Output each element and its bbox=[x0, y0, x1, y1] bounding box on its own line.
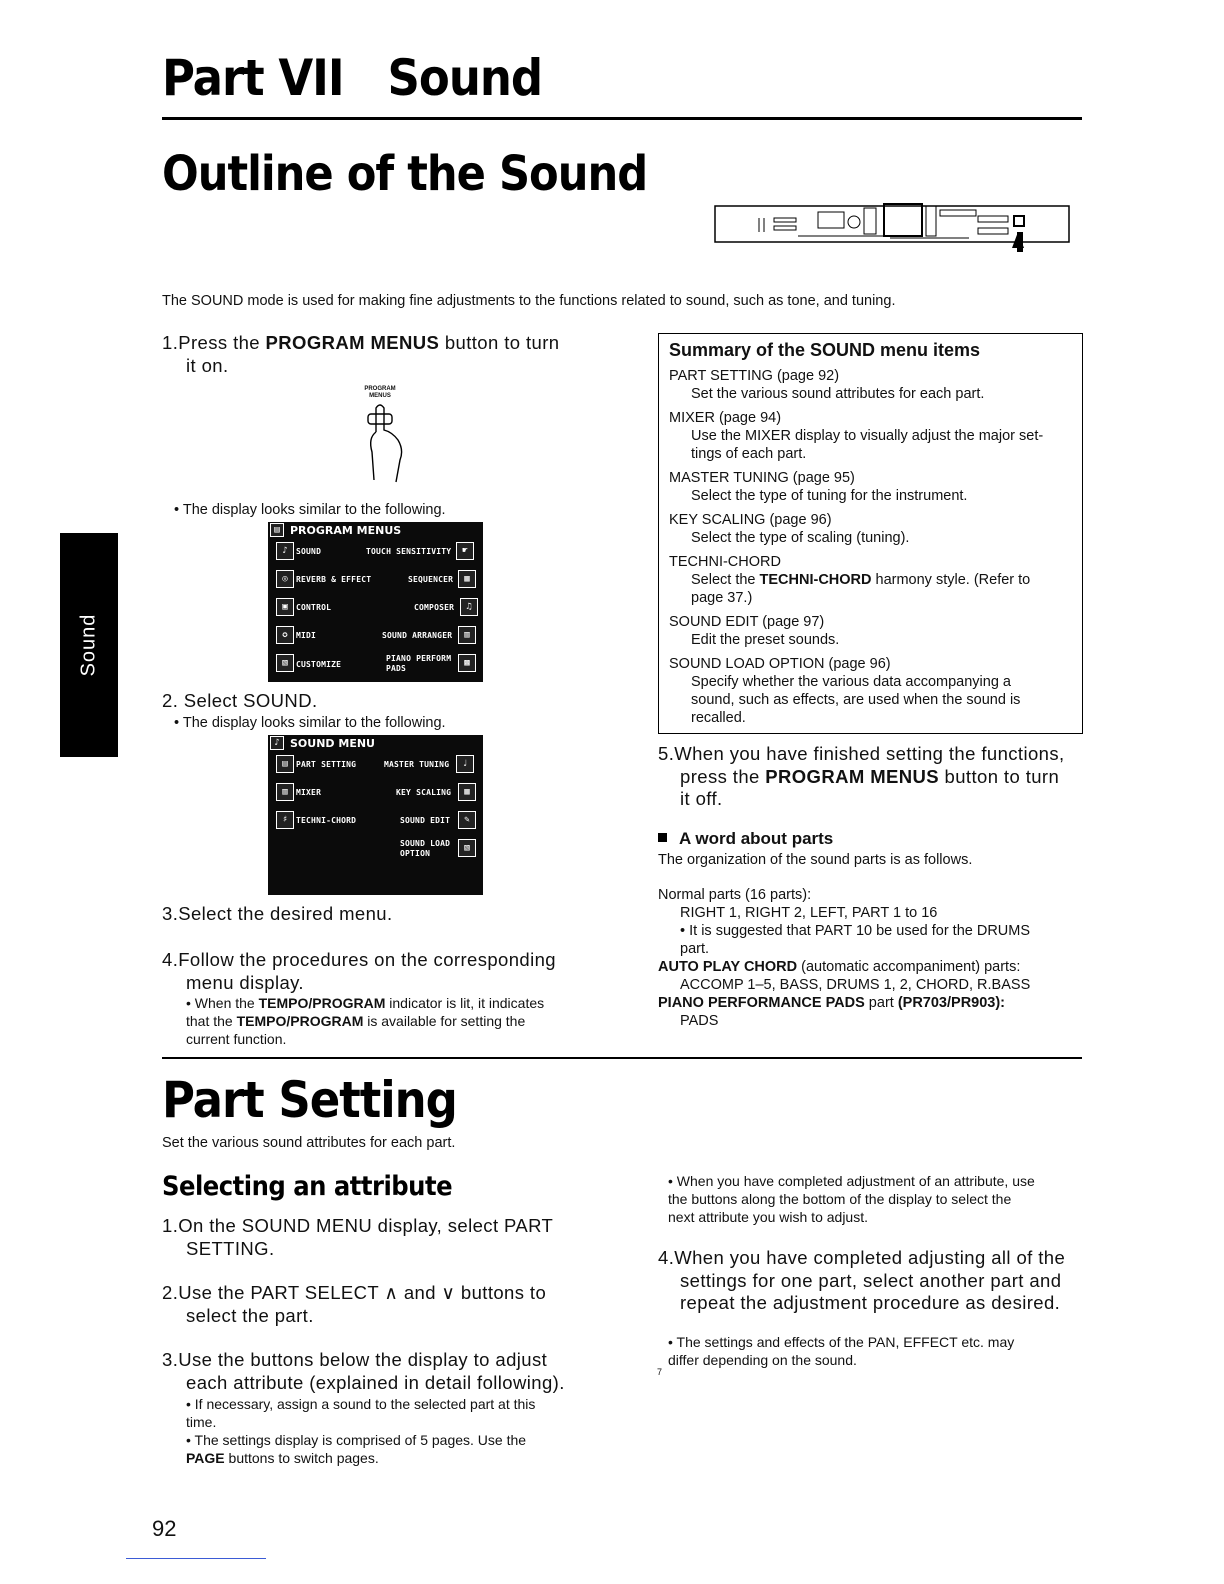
menu-item-pads: PADS bbox=[386, 664, 407, 673]
part-setting-icon: ▤ bbox=[276, 755, 294, 773]
ps-step-3-bullets: • If necessary, assign a sound to the selected part at this time. • The settings display is comprised of 5 pages. Use the PAGE buttons to switch pages. bbox=[186, 1396, 536, 1466]
parts-normal: Normal parts (16 parts): bbox=[658, 887, 812, 903]
sound-menu-display bbox=[268, 735, 483, 895]
summary-item-title: SOUND LOAD OPTION (page 96) bbox=[669, 656, 891, 672]
summary-item-title: MIXER (page 94) bbox=[669, 410, 782, 426]
summary-title: Summary of the SOUND menu items bbox=[669, 340, 981, 360]
program-menus-button-label: PROGRAM MENUS bbox=[364, 386, 396, 399]
menu-item-sound: SOUND bbox=[296, 547, 322, 556]
parts-piano: PIANO PERFORMANCE PADS part (PR703/PR903): bbox=[658, 995, 1006, 1011]
section-title: Outline of the Sound bbox=[162, 146, 648, 202]
parts-normal-note: • It is suggested that PART 10 be used for the DRUMS bbox=[680, 923, 1031, 939]
menu-item-customize: CUSTOMIZE bbox=[296, 660, 342, 669]
display-row bbox=[268, 755, 483, 775]
menu-item-option: OPTION bbox=[400, 849, 431, 858]
parts-list bbox=[658, 886, 1088, 1030]
sound-icon: ♪ bbox=[270, 736, 284, 750]
load-icon: ▧ bbox=[458, 839, 476, 857]
part-setting-intro: Set the various sound attributes for each part. bbox=[162, 1135, 456, 1151]
menu-item-mixer: MIXER bbox=[296, 788, 322, 797]
menu-item-sound-load: SOUND LOAD bbox=[400, 839, 451, 848]
menu-icon: ▤ bbox=[270, 523, 284, 537]
tuning-icon: ♩ bbox=[456, 755, 474, 773]
summary-item-desc: Use the MIXER display to visually adjust the major set- bbox=[691, 428, 1044, 444]
menu-item-touch-sensitivity: TOUCH SENSITIVITY bbox=[366, 547, 452, 556]
section-divider bbox=[162, 1057, 1082, 1059]
intro-text: The SOUND mode is used for making fine adjustments to the functions related to sound, such as tone, and tuning. bbox=[162, 293, 896, 309]
footer-rule bbox=[126, 1558, 266, 1559]
ps-step-3: 3.Use the buttons below the display to adjust each attribute (explained in detail following). bbox=[162, 1349, 565, 1393]
summary-item-desc: Specify whether the various data accompanying a bbox=[691, 674, 1011, 690]
display-row bbox=[268, 652, 483, 672]
display-row bbox=[268, 811, 483, 831]
display-title: PROGRAM MENUS bbox=[290, 524, 402, 537]
parts-auto-list: ACCOMP 1–5, BASS, DRUMS 1, 2, CHORD, R.BASS bbox=[680, 977, 1031, 993]
summary-box bbox=[658, 333, 1083, 734]
summary-item-desc: Edit the preset sounds. bbox=[691, 632, 840, 648]
summary-item-title: PART SETTING (page 92) bbox=[669, 368, 840, 384]
square-bullet-icon bbox=[658, 833, 667, 842]
display-row bbox=[268, 570, 483, 590]
customize-icon: ▧ bbox=[276, 654, 294, 672]
display-row bbox=[268, 783, 483, 803]
part-title: Part VII Sound bbox=[162, 49, 543, 107]
edit-icon: ✎ bbox=[458, 811, 476, 829]
summary-item-desc: page 37.) bbox=[691, 590, 753, 606]
display-row bbox=[268, 837, 483, 857]
step-1: 1.Press the PROGRAM MENUS button to turn it on. bbox=[162, 332, 560, 376]
midi-icon: ✪ bbox=[276, 626, 294, 644]
part-setting-title: Part Setting bbox=[162, 1071, 457, 1129]
menu-item-sequencer: SEQUENCER bbox=[408, 575, 454, 584]
menu-item-reverb-effect: REVERB & EFFECT bbox=[296, 575, 372, 584]
page-number: 92 bbox=[152, 1516, 177, 1541]
menu-item-master-tuning: MASTER TUNING bbox=[384, 760, 450, 769]
control-icon: ▣ bbox=[276, 598, 294, 616]
display-row bbox=[268, 542, 483, 562]
ps-right-bullet-2: • The settings and effects of the PAN, EFFECT etc. may differ depending on the sound. bbox=[668, 1334, 1015, 1368]
step-2: 2. Select SOUND. bbox=[162, 690, 318, 711]
side-tab bbox=[60, 533, 118, 757]
touch-icon: ☛ bbox=[456, 542, 474, 560]
summary-item-desc: recalled. bbox=[691, 710, 746, 726]
menu-item-sound-edit: SOUND EDIT bbox=[400, 816, 451, 825]
instrument-panel-illustration bbox=[714, 198, 1072, 258]
display-row bbox=[268, 598, 483, 618]
sound-icon: ♪ bbox=[276, 542, 294, 560]
summary-item-title: TECHNI-CHORD bbox=[669, 554, 781, 570]
parts-normal-list: RIGHT 1, RIGHT 2, LEFT, PART 1 to 16 bbox=[680, 905, 938, 921]
menu-item-part-setting: PART SETTING bbox=[296, 760, 357, 769]
summary-item-title: SOUND EDIT (page 97) bbox=[669, 614, 825, 630]
menu-item-control: CONTROL bbox=[296, 603, 332, 612]
summary-item-title: MASTER TUNING (page 95) bbox=[669, 470, 855, 486]
program-menus-display bbox=[268, 522, 483, 682]
summary-item-desc: Set the various sound attributes for each part. bbox=[691, 386, 985, 402]
parts-auto: AUTO PLAY CHORD (automatic accompaniment) parts: bbox=[658, 959, 1021, 975]
parts-piano-list: PADS bbox=[680, 1013, 719, 1029]
mixer-icon: ▥ bbox=[276, 783, 294, 801]
selecting-attribute-heading: Selecting an attribute bbox=[162, 1171, 453, 1202]
side-tab-label: Sound bbox=[77, 613, 100, 677]
display-title-bar bbox=[268, 735, 483, 753]
step-3: 3.Select the desired menu. bbox=[162, 903, 393, 924]
summary-item-desc: tings of each part. bbox=[691, 446, 807, 462]
ps-right-bullet-1: • When you have completed adjustment of an attribute, use the buttons along the bottom of the display to select the next attribute you wish to adjust. bbox=[668, 1173, 1035, 1225]
ps-step-1: 1.On the SOUND MENU display, select PART SETTING. bbox=[162, 1215, 554, 1259]
reverb-icon: ◎ bbox=[276, 570, 294, 588]
summary-item-desc: Select the type of tuning for the instrument. bbox=[691, 488, 968, 504]
summary-list bbox=[669, 367, 1074, 727]
scaling-icon: ▦ bbox=[458, 783, 476, 801]
display-row bbox=[268, 626, 483, 646]
stray-mark: 7 bbox=[657, 1367, 663, 1377]
parts-normal-note: part. bbox=[680, 941, 710, 957]
arranger-icon: ▥ bbox=[458, 626, 476, 644]
step-4-bullet: • When the TEMPO/PROGRAM indicator is lit, it indicates that the TEMPO/PROGRAM is available for setting the current function. bbox=[186, 995, 545, 1047]
summary-item-desc: Select the TECHNI-CHORD harmony style. (Refer to bbox=[691, 572, 1031, 588]
menu-item-key-scaling: KEY SCALING bbox=[396, 788, 452, 797]
header-rule bbox=[162, 117, 1082, 120]
display-title-bar bbox=[268, 522, 483, 540]
step-4: 4.Follow the procedures on the corresponding menu display. bbox=[162, 949, 557, 993]
display-title: SOUND MENU bbox=[290, 737, 375, 750]
parts-heading: A word about parts bbox=[658, 829, 833, 849]
pads-icon: ▩ bbox=[458, 654, 476, 672]
sequencer-icon: ▦ bbox=[458, 570, 476, 588]
menu-item-composer: COMPOSER bbox=[414, 603, 455, 612]
summary-item-title: KEY SCALING (page 96) bbox=[669, 512, 832, 528]
step-2-bullet: • The display looks similar to the following. bbox=[174, 715, 446, 731]
ps-step-2: 2.Use the PART SELECT ∧ and ∨ buttons to select the part. bbox=[162, 1282, 547, 1326]
summary-item-desc: sound, such as effects, are used when the sound is bbox=[691, 692, 1021, 708]
chord-icon: ♯ bbox=[276, 811, 294, 829]
menu-item-midi: MIDI bbox=[296, 631, 317, 640]
ps-step-4: 4.When you have completed adjusting all of the settings for one part, select another part and repeat the adjustment procedure as desired. bbox=[658, 1247, 1066, 1313]
hand-press-icon bbox=[362, 400, 412, 484]
summary-item-desc: Select the type of scaling (tuning). bbox=[691, 530, 910, 546]
menu-item-sound-arranger: SOUND ARRANGER bbox=[382, 631, 453, 640]
menu-item-piano-perform: PIANO PERFORM bbox=[386, 654, 452, 663]
composer-icon: ♫ bbox=[460, 598, 478, 616]
step-5: 5.When you have finished setting the functions, press the PROGRAM MENUS button to turn it off. bbox=[658, 743, 1065, 809]
step-1-bullet: • The display looks similar to the following. bbox=[174, 502, 446, 518]
parts-intro: The organization of the sound parts is as follows. bbox=[658, 852, 973, 868]
menu-item-techni-chord: TECHNI-CHORD bbox=[296, 816, 357, 825]
